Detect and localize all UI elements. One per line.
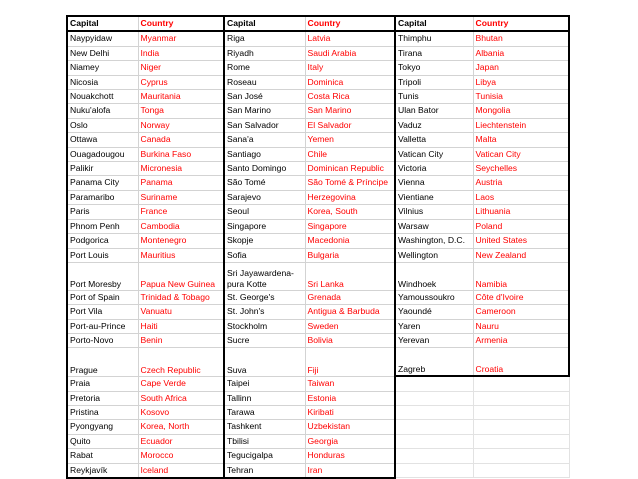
table-row: [67, 420, 569, 434]
capital-cell[interactable]: Skopje: [224, 234, 305, 248]
country-cell[interactable]: Ecuador: [138, 434, 224, 448]
capital-cell[interactable]: Santiago: [224, 147, 305, 161]
capital-cell[interactable]: Seoul: [224, 205, 305, 219]
capital-cell[interactable]: New Delhi: [67, 46, 138, 60]
country-cell[interactable]: Korea, North: [138, 420, 224, 434]
country-cell[interactable]: Myanmar: [138, 31, 224, 46]
capital-cell[interactable]: Yaren: [395, 319, 473, 333]
capital-cell[interactable]: Tokyo: [395, 61, 473, 75]
table-row: [67, 248, 569, 262]
country-cell[interactable]: Mauritania: [138, 90, 224, 104]
country-cell[interactable]: Cyprus: [138, 75, 224, 89]
capital-cell[interactable]: Paris: [67, 205, 138, 219]
capital-cell[interactable]: Tirana: [395, 46, 473, 60]
country-cell[interactable]: France: [138, 205, 224, 219]
table-row: [67, 118, 569, 132]
capital-cell[interactable]: Sri Jayawardena-pura Kotte: [224, 262, 305, 290]
table-row: [67, 31, 569, 46]
country-cell[interactable]: Cameroon: [473, 305, 569, 319]
table-row: [67, 434, 569, 448]
table-row: [67, 46, 569, 60]
country-cell[interactable]: Bulgaria: [305, 248, 395, 262]
table-row: [67, 449, 569, 463]
capital-cell[interactable]: Ouagadougou: [67, 147, 138, 161]
table-row: [67, 405, 569, 419]
table-row: [67, 61, 569, 75]
country-cell[interactable]: Fiji: [305, 348, 395, 376]
spreadsheet: [66, 15, 570, 479]
country-cell[interactable]: Norway: [138, 118, 224, 132]
country-cell[interactable]: Kosovo: [138, 405, 224, 419]
capital-header[interactable]: Capital: [67, 16, 138, 31]
country-cell[interactable]: Cambodia: [138, 219, 224, 233]
capital-cell[interactable]: Vaduz: [395, 118, 473, 132]
capitals-table: [66, 15, 570, 479]
country-cell[interactable]: Kiribati: [305, 405, 395, 419]
capital-cell[interactable]: Tehran: [224, 463, 305, 478]
country-cell[interactable]: Costa Rica: [305, 90, 395, 104]
capital-cell[interactable]: Oslo: [67, 118, 138, 132]
empty-cell[interactable]: [473, 434, 569, 448]
country-cell[interactable]: Croatia: [473, 348, 569, 376]
empty-cell[interactable]: [395, 376, 473, 391]
table-row: [67, 234, 569, 248]
country-cell[interactable]: Honduras: [305, 449, 395, 463]
table-row: [67, 290, 569, 304]
capital-cell[interactable]: Paramaribo: [67, 190, 138, 204]
country-cell[interactable]: Poland: [473, 219, 569, 233]
country-cell[interactable]: Dominica: [305, 75, 395, 89]
table-row: [67, 104, 569, 118]
country-cell[interactable]: Côte d'Ivoire: [473, 290, 569, 304]
table-row: [67, 90, 569, 104]
capital-cell[interactable]: Warsaw: [395, 219, 473, 233]
capital-cell[interactable]: Sarajevo: [224, 190, 305, 204]
empty-cell[interactable]: [395, 463, 473, 478]
country-cell[interactable]: Herzegovina: [305, 190, 395, 204]
capital-cell[interactable]: San Salvador: [224, 118, 305, 132]
capital-cell[interactable]: Port Moresby: [67, 262, 138, 290]
capital-cell[interactable]: Panama City: [67, 176, 138, 190]
empty-cell[interactable]: [473, 376, 569, 391]
country-cell[interactable]: Vatican City: [473, 147, 569, 161]
capital-cell[interactable]: Phnom Penh: [67, 219, 138, 233]
country-cell[interactable]: Latvia: [305, 31, 395, 46]
country-cell[interactable]: Taiwan: [305, 376, 395, 391]
empty-cell[interactable]: [395, 405, 473, 419]
table-row: [67, 75, 569, 89]
capital-cell[interactable]: Tunis: [395, 90, 473, 104]
table-row: [67, 190, 569, 204]
capital-cell[interactable]: Rome: [224, 61, 305, 75]
country-cell[interactable]: Uzbekistan: [305, 420, 395, 434]
country-cell[interactable]: Antigua & Barbuda: [305, 305, 395, 319]
country-cell[interactable]: Burkina Faso: [138, 147, 224, 161]
capital-cell[interactable]: Suva: [224, 348, 305, 376]
capital-cell[interactable]: Stockholm: [224, 319, 305, 333]
header-row: [67, 16, 569, 31]
country-cell[interactable]: Tonga: [138, 104, 224, 118]
capital-cell[interactable]: Porto-Novo: [67, 333, 138, 347]
country-cell[interactable]: Seychelles: [473, 162, 569, 176]
capital-cell[interactable]: Niamey: [67, 61, 138, 75]
country-cell[interactable]: Liechtenstein: [473, 118, 569, 132]
country-cell[interactable]: Singapore: [305, 219, 395, 233]
country-header[interactable]: Country: [138, 16, 224, 31]
capital-cell[interactable]: St. John's: [224, 305, 305, 319]
capital-cell[interactable]: Reykjavík: [67, 463, 138, 478]
country-cell[interactable]: Panama: [138, 176, 224, 190]
capital-cell[interactable]: Vilnius: [395, 205, 473, 219]
country-cell[interactable]: Lithuania: [473, 205, 569, 219]
country-cell[interactable]: Tunisia: [473, 90, 569, 104]
country-cell[interactable]: Mauritius: [138, 248, 224, 262]
country-cell[interactable]: Iceland: [138, 463, 224, 478]
country-cell[interactable]: São Tomé & Príncipe: [305, 176, 395, 190]
capital-cell[interactable]: St. George's: [224, 290, 305, 304]
table-row: [67, 219, 569, 233]
capital-cell[interactable]: Port Louis: [67, 248, 138, 262]
capital-cell[interactable]: San Marino: [224, 104, 305, 118]
capital-cell[interactable]: Yamoussoukro: [395, 290, 473, 304]
capital-cell[interactable]: Rabat: [67, 449, 138, 463]
table-row: [67, 147, 569, 161]
empty-cell[interactable]: [473, 405, 569, 419]
capital-cell[interactable]: Pretoria: [67, 391, 138, 405]
empty-cell[interactable]: [395, 434, 473, 448]
capital-cell[interactable]: Prague: [67, 348, 138, 376]
capital-cell[interactable]: Port of Spain: [67, 290, 138, 304]
capital-cell[interactable]: Wellington: [395, 248, 473, 262]
country-cell[interactable]: Trinidad & Tobago: [138, 290, 224, 304]
table-row: [67, 262, 569, 290]
country-cell[interactable]: Cape Verde: [138, 376, 224, 391]
table-row: [67, 463, 569, 478]
capital-cell[interactable]: Palikir: [67, 162, 138, 176]
capital-cell[interactable]: Pristina: [67, 405, 138, 419]
capital-header[interactable]: Capital: [224, 16, 305, 31]
country-cell[interactable]: United States: [473, 234, 569, 248]
country-cell[interactable]: Malta: [473, 133, 569, 147]
capital-cell[interactable]: Praia: [67, 376, 138, 391]
empty-cell[interactable]: [473, 391, 569, 405]
country-header[interactable]: Country: [305, 16, 395, 31]
country-cell[interactable]: Benin: [138, 333, 224, 347]
capital-cell[interactable]: Port Vila: [67, 305, 138, 319]
country-cell[interactable]: Morocco: [138, 449, 224, 463]
capital-cell[interactable]: Naypyidaw: [67, 31, 138, 46]
country-cell[interactable]: Dominican Republic: [305, 162, 395, 176]
country-cell[interactable]: Albania: [473, 46, 569, 60]
capital-cell[interactable]: Valletta: [395, 133, 473, 147]
capital-cell[interactable]: Taipei: [224, 376, 305, 391]
capital-cell[interactable]: Windhoek: [395, 262, 473, 290]
capital-cell[interactable]: Washington, D.C.: [395, 234, 473, 248]
capital-cell[interactable]: Yaoundé: [395, 305, 473, 319]
table-row: [67, 133, 569, 147]
capital-cell[interactable]: San José: [224, 90, 305, 104]
capital-cell[interactable]: Vientiane: [395, 190, 473, 204]
capital-cell[interactable]: Quito: [67, 434, 138, 448]
capital-header[interactable]: Capital: [395, 16, 473, 31]
table-row: [67, 305, 569, 319]
capital-cell[interactable]: Ottawa: [67, 133, 138, 147]
country-cell[interactable]: Niger: [138, 61, 224, 75]
capital-cell[interactable]: Tegucigalpa: [224, 449, 305, 463]
country-cell[interactable]: Japan: [473, 61, 569, 75]
capital-cell[interactable]: Riyadh: [224, 46, 305, 60]
capital-cell[interactable]: Pyongyang: [67, 420, 138, 434]
capital-cell[interactable]: Tarawa: [224, 405, 305, 419]
country-cell[interactable]: Nauru: [473, 319, 569, 333]
country-cell[interactable]: Libya: [473, 75, 569, 89]
country-cell[interactable]: Austria: [473, 176, 569, 190]
country-cell[interactable]: Mongolia: [473, 104, 569, 118]
table-row: [67, 176, 569, 190]
capital-cell[interactable]: Thimphu: [395, 31, 473, 46]
empty-cell[interactable]: [395, 449, 473, 463]
capital-cell[interactable]: Nouakchott: [67, 90, 138, 104]
capital-cell[interactable]: Ulan Bator: [395, 104, 473, 118]
capital-cell[interactable]: Nuku'alofa: [67, 104, 138, 118]
country-cell[interactable]: Bhutan: [473, 31, 569, 46]
country-header[interactable]: Country: [473, 16, 569, 31]
country-cell[interactable]: Grenada: [305, 290, 395, 304]
empty-cell[interactable]: [395, 391, 473, 405]
capital-cell[interactable]: Vienna: [395, 176, 473, 190]
country-cell[interactable]: San Marino: [305, 104, 395, 118]
table-row: [67, 333, 569, 347]
table-row: [67, 348, 569, 376]
capital-cell[interactable]: Tripoli: [395, 75, 473, 89]
table-row: [67, 162, 569, 176]
capital-cell[interactable]: Tashkent: [224, 420, 305, 434]
country-cell[interactable]: Canada: [138, 133, 224, 147]
capital-cell[interactable]: Podgorica: [67, 234, 138, 248]
capital-cell[interactable]: Zagreb: [395, 348, 473, 376]
capital-cell[interactable]: Sana'a: [224, 133, 305, 147]
country-cell[interactable]: Yemen: [305, 133, 395, 147]
country-cell[interactable]: Papua New Guinea: [138, 262, 224, 290]
country-cell[interactable]: Suriname: [138, 190, 224, 204]
table-row: [67, 376, 569, 391]
country-cell[interactable]: Micronesia: [138, 162, 224, 176]
country-cell[interactable]: Namibia: [473, 262, 569, 290]
country-cell[interactable]: Bolivia: [305, 333, 395, 347]
capital-cell[interactable]: Yerevan: [395, 333, 473, 347]
capital-cell[interactable]: Victoria: [395, 162, 473, 176]
country-cell[interactable]: New Zealand: [473, 248, 569, 262]
country-cell[interactable]: South Africa: [138, 391, 224, 405]
capital-cell[interactable]: São Tomé: [224, 176, 305, 190]
country-cell[interactable]: Estonia: [305, 391, 395, 405]
capital-cell[interactable]: Sofia: [224, 248, 305, 262]
table-row: [67, 319, 569, 333]
capital-cell[interactable]: Santo Domingo: [224, 162, 305, 176]
capital-cell[interactable]: Tbilisi: [224, 434, 305, 448]
country-cell[interactable]: Armenia: [473, 333, 569, 347]
country-cell[interactable]: Sri Lanka: [305, 262, 395, 290]
empty-cell[interactable]: [473, 449, 569, 463]
country-cell[interactable]: Saudi Arabia: [305, 46, 395, 60]
country-cell[interactable]: India: [138, 46, 224, 60]
country-cell[interactable]: Iran: [305, 463, 395, 478]
country-cell[interactable]: Laos: [473, 190, 569, 204]
capital-cell[interactable]: Vatican City: [395, 147, 473, 161]
empty-cell[interactable]: [395, 420, 473, 434]
empty-cell[interactable]: [473, 463, 569, 478]
country-cell[interactable]: Macedonia: [305, 234, 395, 248]
country-cell[interactable]: Italy: [305, 61, 395, 75]
country-cell[interactable]: Korea, South: [305, 205, 395, 219]
capital-cell[interactable]: Singapore: [224, 219, 305, 233]
country-cell[interactable]: Vanuatu: [138, 305, 224, 319]
capital-cell[interactable]: Riga: [224, 31, 305, 46]
capital-cell[interactable]: Roseau: [224, 75, 305, 89]
country-cell[interactable]: Haiti: [138, 319, 224, 333]
country-cell[interactable]: Montenegro: [138, 234, 224, 248]
country-cell[interactable]: Georgia: [305, 434, 395, 448]
country-cell[interactable]: El Salvador: [305, 118, 395, 132]
capital-cell[interactable]: Port-au-Prince: [67, 319, 138, 333]
empty-cell[interactable]: [473, 420, 569, 434]
table-row: [67, 391, 569, 405]
country-cell[interactable]: Czech Republic: [138, 348, 224, 376]
country-cell[interactable]: Sweden: [305, 319, 395, 333]
table-row: [67, 205, 569, 219]
capital-cell[interactable]: Tallinn: [224, 391, 305, 405]
country-cell[interactable]: Chile: [305, 147, 395, 161]
capital-cell[interactable]: Nicosia: [67, 75, 138, 89]
capital-cell[interactable]: Sucre: [224, 333, 305, 347]
